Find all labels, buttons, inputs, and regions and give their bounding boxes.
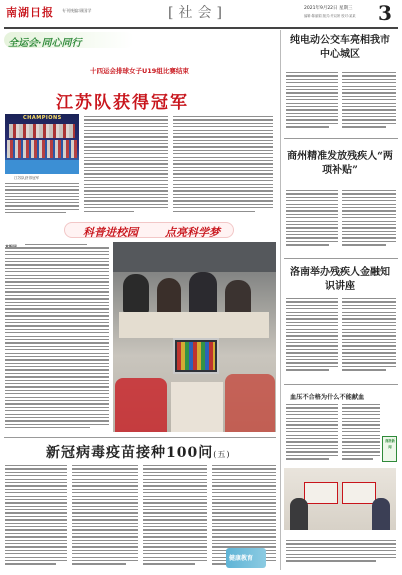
bottom-section-rule	[4, 437, 276, 438]
volleyball-body-right	[173, 116, 273, 212]
volleyball-headline: 江苏队获得冠军	[56, 93, 189, 113]
sports-banner	[4, 32, 134, 48]
column-divider-main	[280, 30, 281, 570]
volleyball-body-left	[5, 183, 79, 213]
blood-story-body-1	[286, 404, 338, 464]
vaccine-col-2	[72, 465, 138, 569]
issue-date-sub: 编辑:陈丽娟 版式:许双妍 校对:某某	[304, 14, 356, 18]
science-banner-a: 科普进校园	[83, 226, 138, 239]
blood-story-headline: 血压不合格为什么不能献血	[290, 394, 365, 401]
section-label: [社会]	[168, 5, 227, 21]
classroom-science-photo	[113, 242, 276, 432]
news-badge-text: 商洛新闻	[385, 439, 395, 449]
subsidy-story-headline: 商州精准发放残疾人“两项补贴”	[287, 151, 393, 176]
sports-banner-text: 全运会·同心同行	[8, 38, 82, 49]
science-body	[5, 244, 109, 430]
finance-story-body-2	[342, 298, 396, 378]
page-number: 3	[378, 1, 392, 25]
volleyball-subhead: 十四运会排球女子U19组比赛结束	[90, 67, 189, 75]
volleyball-body-center	[84, 116, 168, 212]
donation-photo	[284, 468, 396, 530]
vaccine-headline-suffix: (五)	[213, 450, 231, 459]
health-education-body	[286, 540, 396, 568]
right-rule-1	[284, 138, 398, 139]
bus-story-body-1	[286, 72, 338, 132]
subsidy-story-body-1	[286, 190, 338, 252]
bus-story-body-2	[342, 72, 396, 132]
news-badge	[382, 436, 397, 462]
paper-name: 南湖日报	[6, 6, 54, 19]
science-banner-b: 点亮科学梦	[165, 226, 220, 239]
blood-story-body-2	[342, 404, 380, 464]
photo-overlay-text: CHAMPIONS	[23, 115, 62, 121]
subsidy-story-body-2	[342, 190, 396, 252]
science-banner	[64, 222, 234, 238]
volleyball-photo-caption: 江苏队获得冠军	[14, 176, 40, 180]
masthead	[0, 0, 402, 30]
masthead-rule	[4, 27, 398, 29]
vaccine-col-1	[5, 465, 67, 569]
right-rule-2	[284, 258, 398, 259]
bus-story-headline: 纯电动公交车亮相我市中心城区	[290, 35, 390, 60]
finance-story-body-1	[286, 298, 338, 378]
health-education-label	[226, 548, 266, 568]
vaccine-col-3	[143, 465, 207, 569]
volleyball-team-photo	[5, 114, 79, 174]
health-education-text: 健康教育	[229, 555, 254, 562]
masthead-small-text: 专刊统编:顾国学	[62, 8, 92, 13]
vaccine-headline-text: 新冠病毒疫苗接种100问	[46, 445, 214, 461]
right-rule-3	[284, 384, 398, 385]
vaccine-headline	[46, 442, 230, 462]
finance-story-headline: 洛南举办残疾人金融知识讲座	[290, 267, 390, 292]
issue-date: 2021年9月22日 星期三	[304, 6, 353, 11]
